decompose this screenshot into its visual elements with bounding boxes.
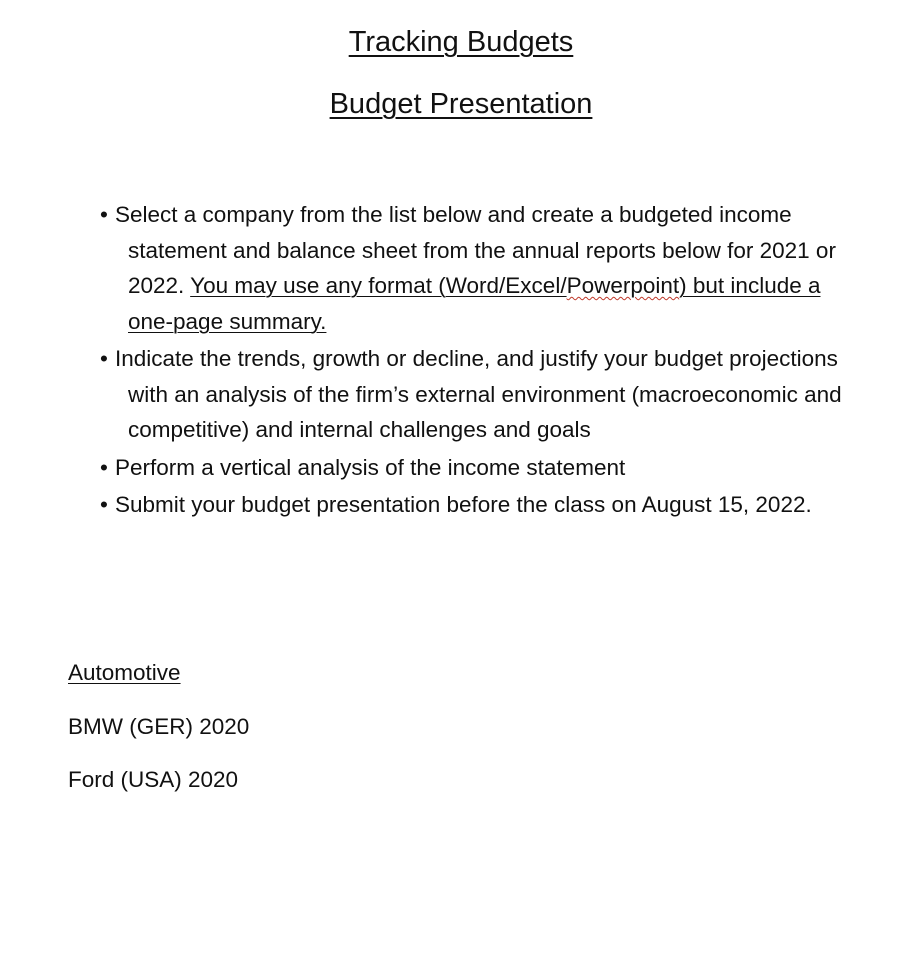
company-category-heading: Automotive [68,660,181,685]
document-title: Tracking Budgets [348,26,574,58]
instruction-underlined-text: ) but include a one-page summary. [128,273,821,334]
instruction-item [97,487,857,523]
document-subtitle: Budget Presentation [329,88,593,120]
bullet-icon: • [100,202,108,227]
bullet-icon: • [100,346,108,371]
instruction-text: Indicate the trends, growth or decline, and justify your budget projections with an analysis of the firm’s external environment (macroeconomic and competitive) and internal challenges and goals [115,346,842,442]
bullet-icon: • [100,454,108,480]
instruction-item [97,341,857,448]
instruction-underlined-text: You may use any format (Word/Excel/ [190,273,567,298]
instruction-text: Select a company from the list below and create a budgeted income statement and balance sheet from the annual reports below for 2021 or 2022. [115,202,836,298]
instruction-text: Perform a vertical analysis of the income statement [115,454,626,480]
company-item: BMW (GER) 2020 [68,714,250,739]
instruction-item [97,450,857,486]
instruction-item [97,197,857,339]
instructions-list [97,197,857,525]
instruction-text: Submit your budget presentation before the class on August 15, 2022. [115,492,812,517]
company-item: Ford (USA) 2020 [68,767,239,792]
bullet-icon: • [100,492,108,517]
misspelled-word: Powerpoint [566,273,680,298]
